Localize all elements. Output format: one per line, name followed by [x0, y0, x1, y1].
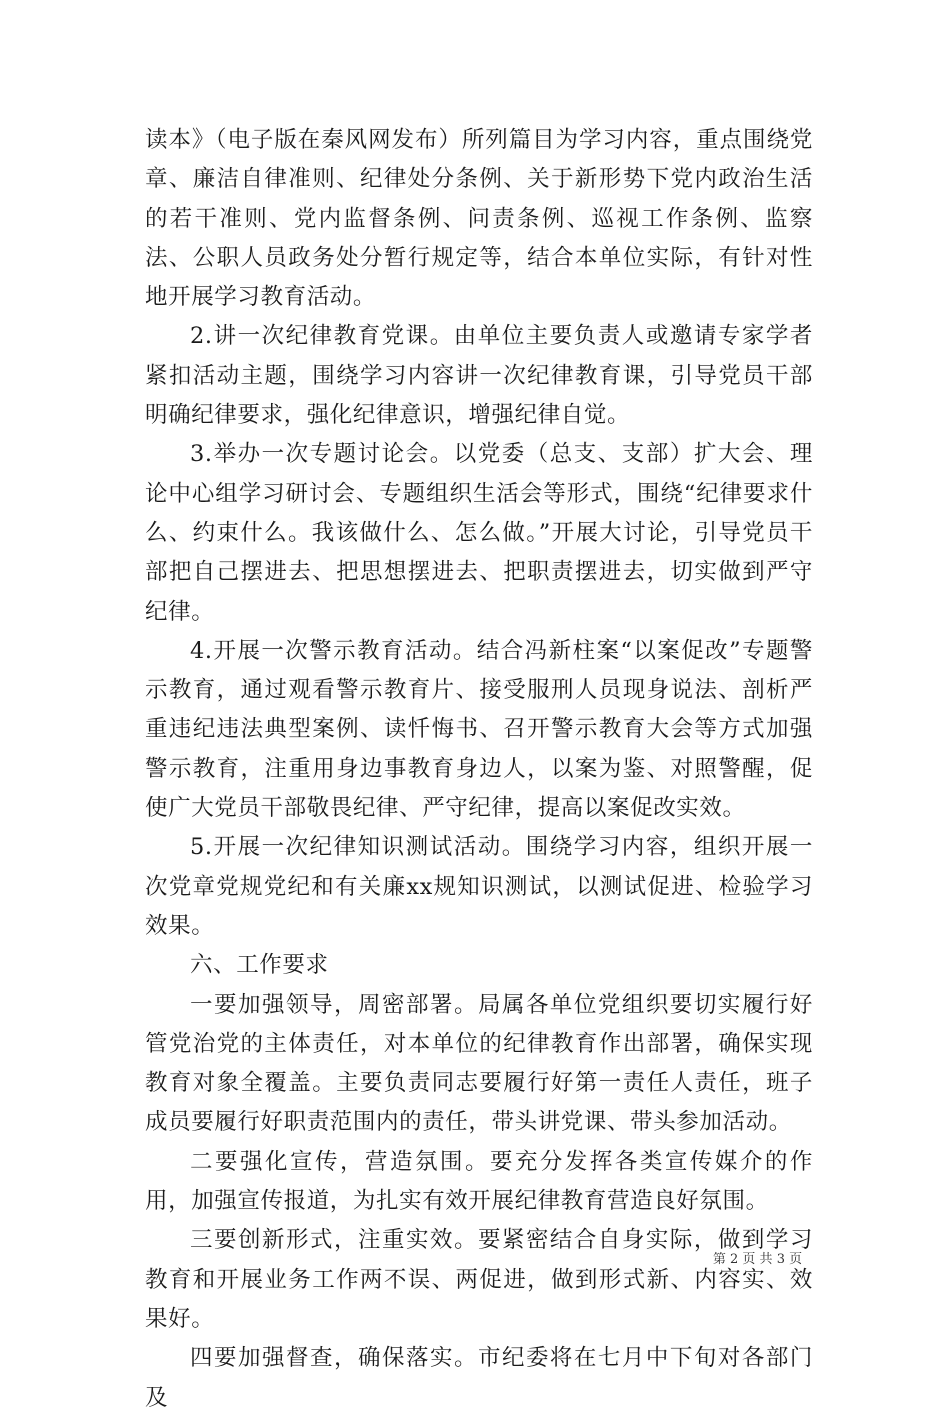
paragraph-2: 2.讲一次纪律教育党课。由单位主要负责人或邀请专家学者紧扣活动主题，围绕学习内容讲一次纪律教育课，引导党员干部明确纪律要求，强化纪律意识，增强纪律自觉。	[145, 323, 813, 429]
paragraph-5: 5.开展一次纪律知识测试活动。围绕学习内容，组织开展一次党章党规党纪和有关廉xx规知识测试，以测试促进、检验学习效果。	[145, 834, 813, 939]
paragraph-3: 3.举办一次专题讨论会。以党委（总支、支部）扩大会、理论中心组学习研讨会、专题组织生活会等形式，围绕“纪律要求什么、约束什么。我该做什么、怎么做。”开展大讨论，引导党员干部把自己摆进去、把思想摆进去、把职责摆进去，切实做到严守纪律。	[145, 441, 813, 625]
page-footer	[0, 1248, 950, 1267]
paragraph-4: 4.开展一次警示教育活动。结合冯新柱案“以案促改”专题警示教育，通过观看警示教育片、接受服刑人员现身说法、剖析严重违纪违法典型案例、读忏悔书、召开警示教育大会等方式加强警示教育，注重用身边事教育身边人，以案为鉴、对照警醒，促使广大党员干部敬畏纪律、严守纪律，提高以案促改实效。	[145, 637, 813, 822]
section-heading: 六、工作要求	[190, 952, 329, 979]
paragraph-8: 二要强化宣传，营造氛围。要充分发挥各类宣传媒介的作用，加强宣传报道，为扎实有效开展纪律教育营造良好氛围。	[145, 1148, 813, 1215]
paragraph-1: 读本》（电子版在秦风网发布）所列篇目为学习内容，重点围绕党章、廉洁自律准则、纪律处分条例、关于新形势下党内政治生活的若干准则、党内监督条例、问责条例、巡视工作条例、监察法、公职人员政务处分暂行规定等，结合本单位实际，有针对性地开展学习教育活动。	[145, 127, 813, 311]
paragraph-9: 三要创新形式，注重实效。要紧密结合自身实际，做到学习教育和开展业务工作两不误、两促进，做到形式新、内容实、效果好。	[145, 1227, 813, 1332]
paragraph-7: 一要加强领导，周密部署。局属各单位党组织要切实履行好管党治党的主体责任，对本单位的纪律教育作出部署，确保实现教育对象全覆盖。主要负责同志要履行好第一责任人责任，班子成员要履行好职责范围内的责任，带头讲党课、带头参加活动。	[145, 991, 813, 1136]
document-body	[145, 121, 813, 1418]
paragraph-10: 四要加强督查，确保落实。市纪委将在七月中下旬对各部门及	[145, 1345, 813, 1411]
page-number: 第 2 页 共 3 页	[712, 1252, 803, 1267]
